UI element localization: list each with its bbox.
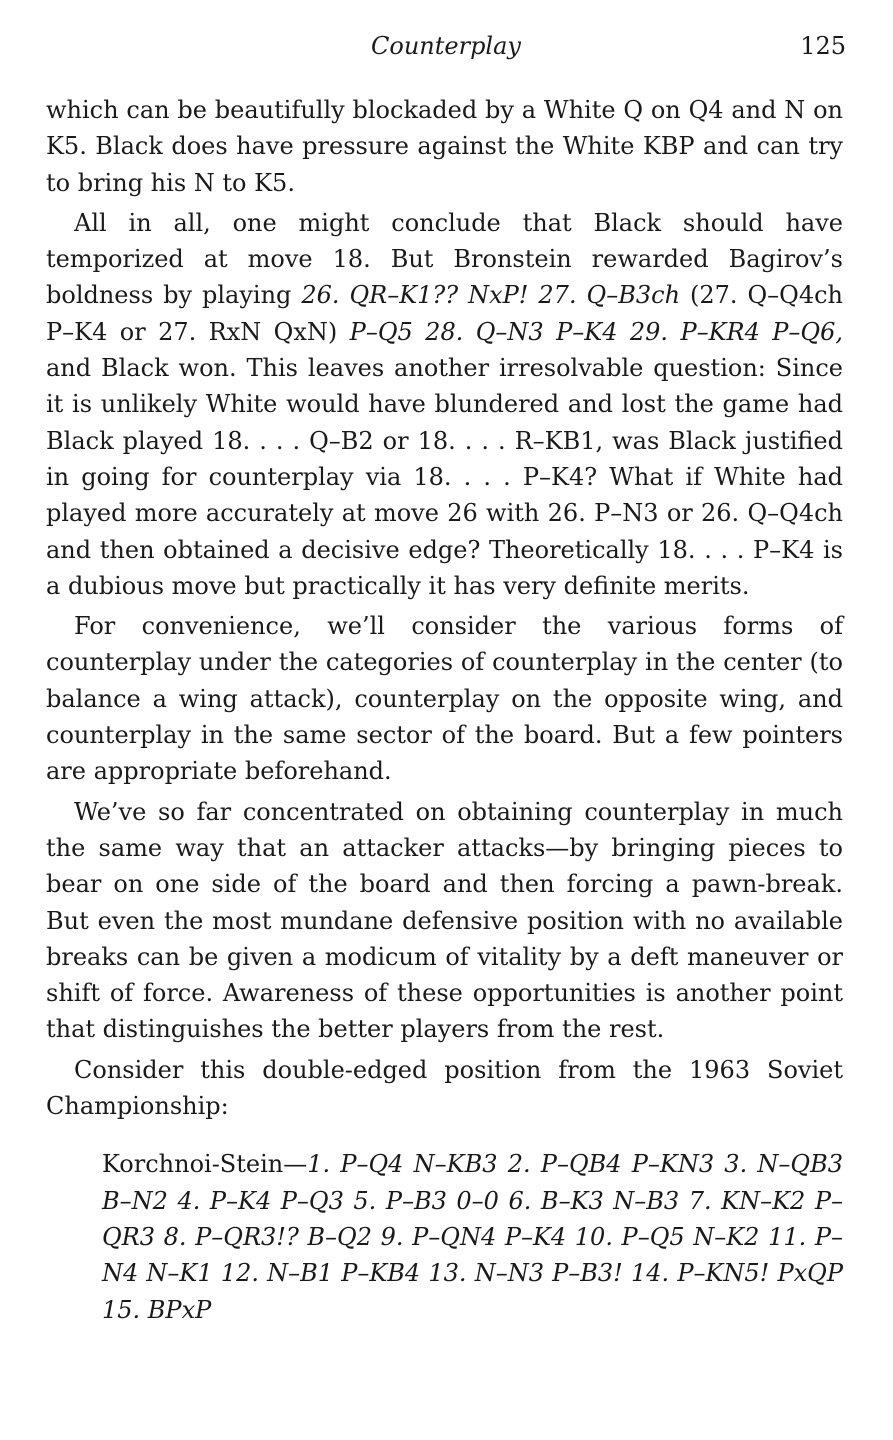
paragraph-4-text: We’ve so far concentrated on obtaining counterplay in much the same way that an attacker attacks—by bringing pieces to bear on one side of the board and then forcing a pawn-break. But even the most mundane defensive position with no available breaks can be given a modicum of vitality by a deft maneuver or shift of force. Awareness of these opportunities is another point that distinguishes the better players from the rest. bbox=[46, 797, 843, 1044]
running-head bbox=[46, 32, 846, 62]
body-text bbox=[46, 92, 843, 1328]
game-score bbox=[102, 1146, 843, 1327]
paragraph-1 bbox=[46, 92, 843, 201]
paragraph-5-text: Consider this double-edged position from the 1963 Soviet Championship: bbox=[46, 1055, 843, 1121]
running-title: Counterplay bbox=[371, 32, 521, 60]
paragraph-3-text: For convenience, we’ll consider the various forms of counterplay under the categories of counterplay in the center (to balance a wing attack), counterplay on the opposite wing, and counterplay in the same sector of the board. But a few pointers are appropriate beforehand. bbox=[46, 612, 843, 786]
paragraph-5 bbox=[46, 1052, 843, 1125]
paragraph-1-text: which can be beautifully blockaded by a White Q on Q4 and N on K5. Black does have pressure against the White KBP and can try to bring his N to K5. bbox=[46, 96, 843, 197]
game-moves: 1. P–Q4 N–KB3 2. P–QB4 P–KN3 3. N–QB3 B–N2 4. P–K4 P–Q3 5. P–B3 0–0 6. B–K3 N–B3 7. KN–K2 P–QR3 8. P–QR3!? B–Q2 9. P–QN4 P–K4 10. P–Q5 N–K2 11. P–N4 N–K1 12. N–B1 P–KB4 13. N–N3 P–B3! 14. P–KN5! PxQP 15. BPxP bbox=[102, 1150, 843, 1324]
page-number: 125 bbox=[800, 32, 846, 60]
game-players: Korchnoi-Stein— bbox=[102, 1150, 308, 1179]
paragraph-4 bbox=[46, 794, 843, 1048]
paragraph-2-text: and Black won. This leaves another irresolvable question: Since it is unlikely White would have blundered and lost the game had Black played 18. . . . Q–B2 or 18. . . . R–KB1, was Black justified in going for counterplay via 18. . . . P–K4? What if White had played more accurately at move 26 with 26. P–N3 or 26. Q–Q4ch and then obtained a decisive edge? Theoretically 18. . . . P–K4 is a dubious move but practically it has very definite merits. bbox=[46, 354, 843, 600]
paragraph-3 bbox=[46, 608, 843, 789]
move-sequence: P–Q5 28. Q–N3 P–K4 29. P–KR4 P–Q6, bbox=[349, 317, 843, 346]
paragraph-2-text: (27. Q–Q4ch P–K4 or 27. RxN QxN) bbox=[46, 281, 844, 346]
paragraph-2 bbox=[46, 205, 843, 604]
paragraph-2-text: All in all, one might conclude that Black should have temporized at move 18. But Bronstein rewarded Bagirov’s boldness by playing bbox=[46, 208, 843, 310]
move-sequence: 26. QR–K1?? NxP! 27. Q–B3ch bbox=[301, 281, 681, 310]
